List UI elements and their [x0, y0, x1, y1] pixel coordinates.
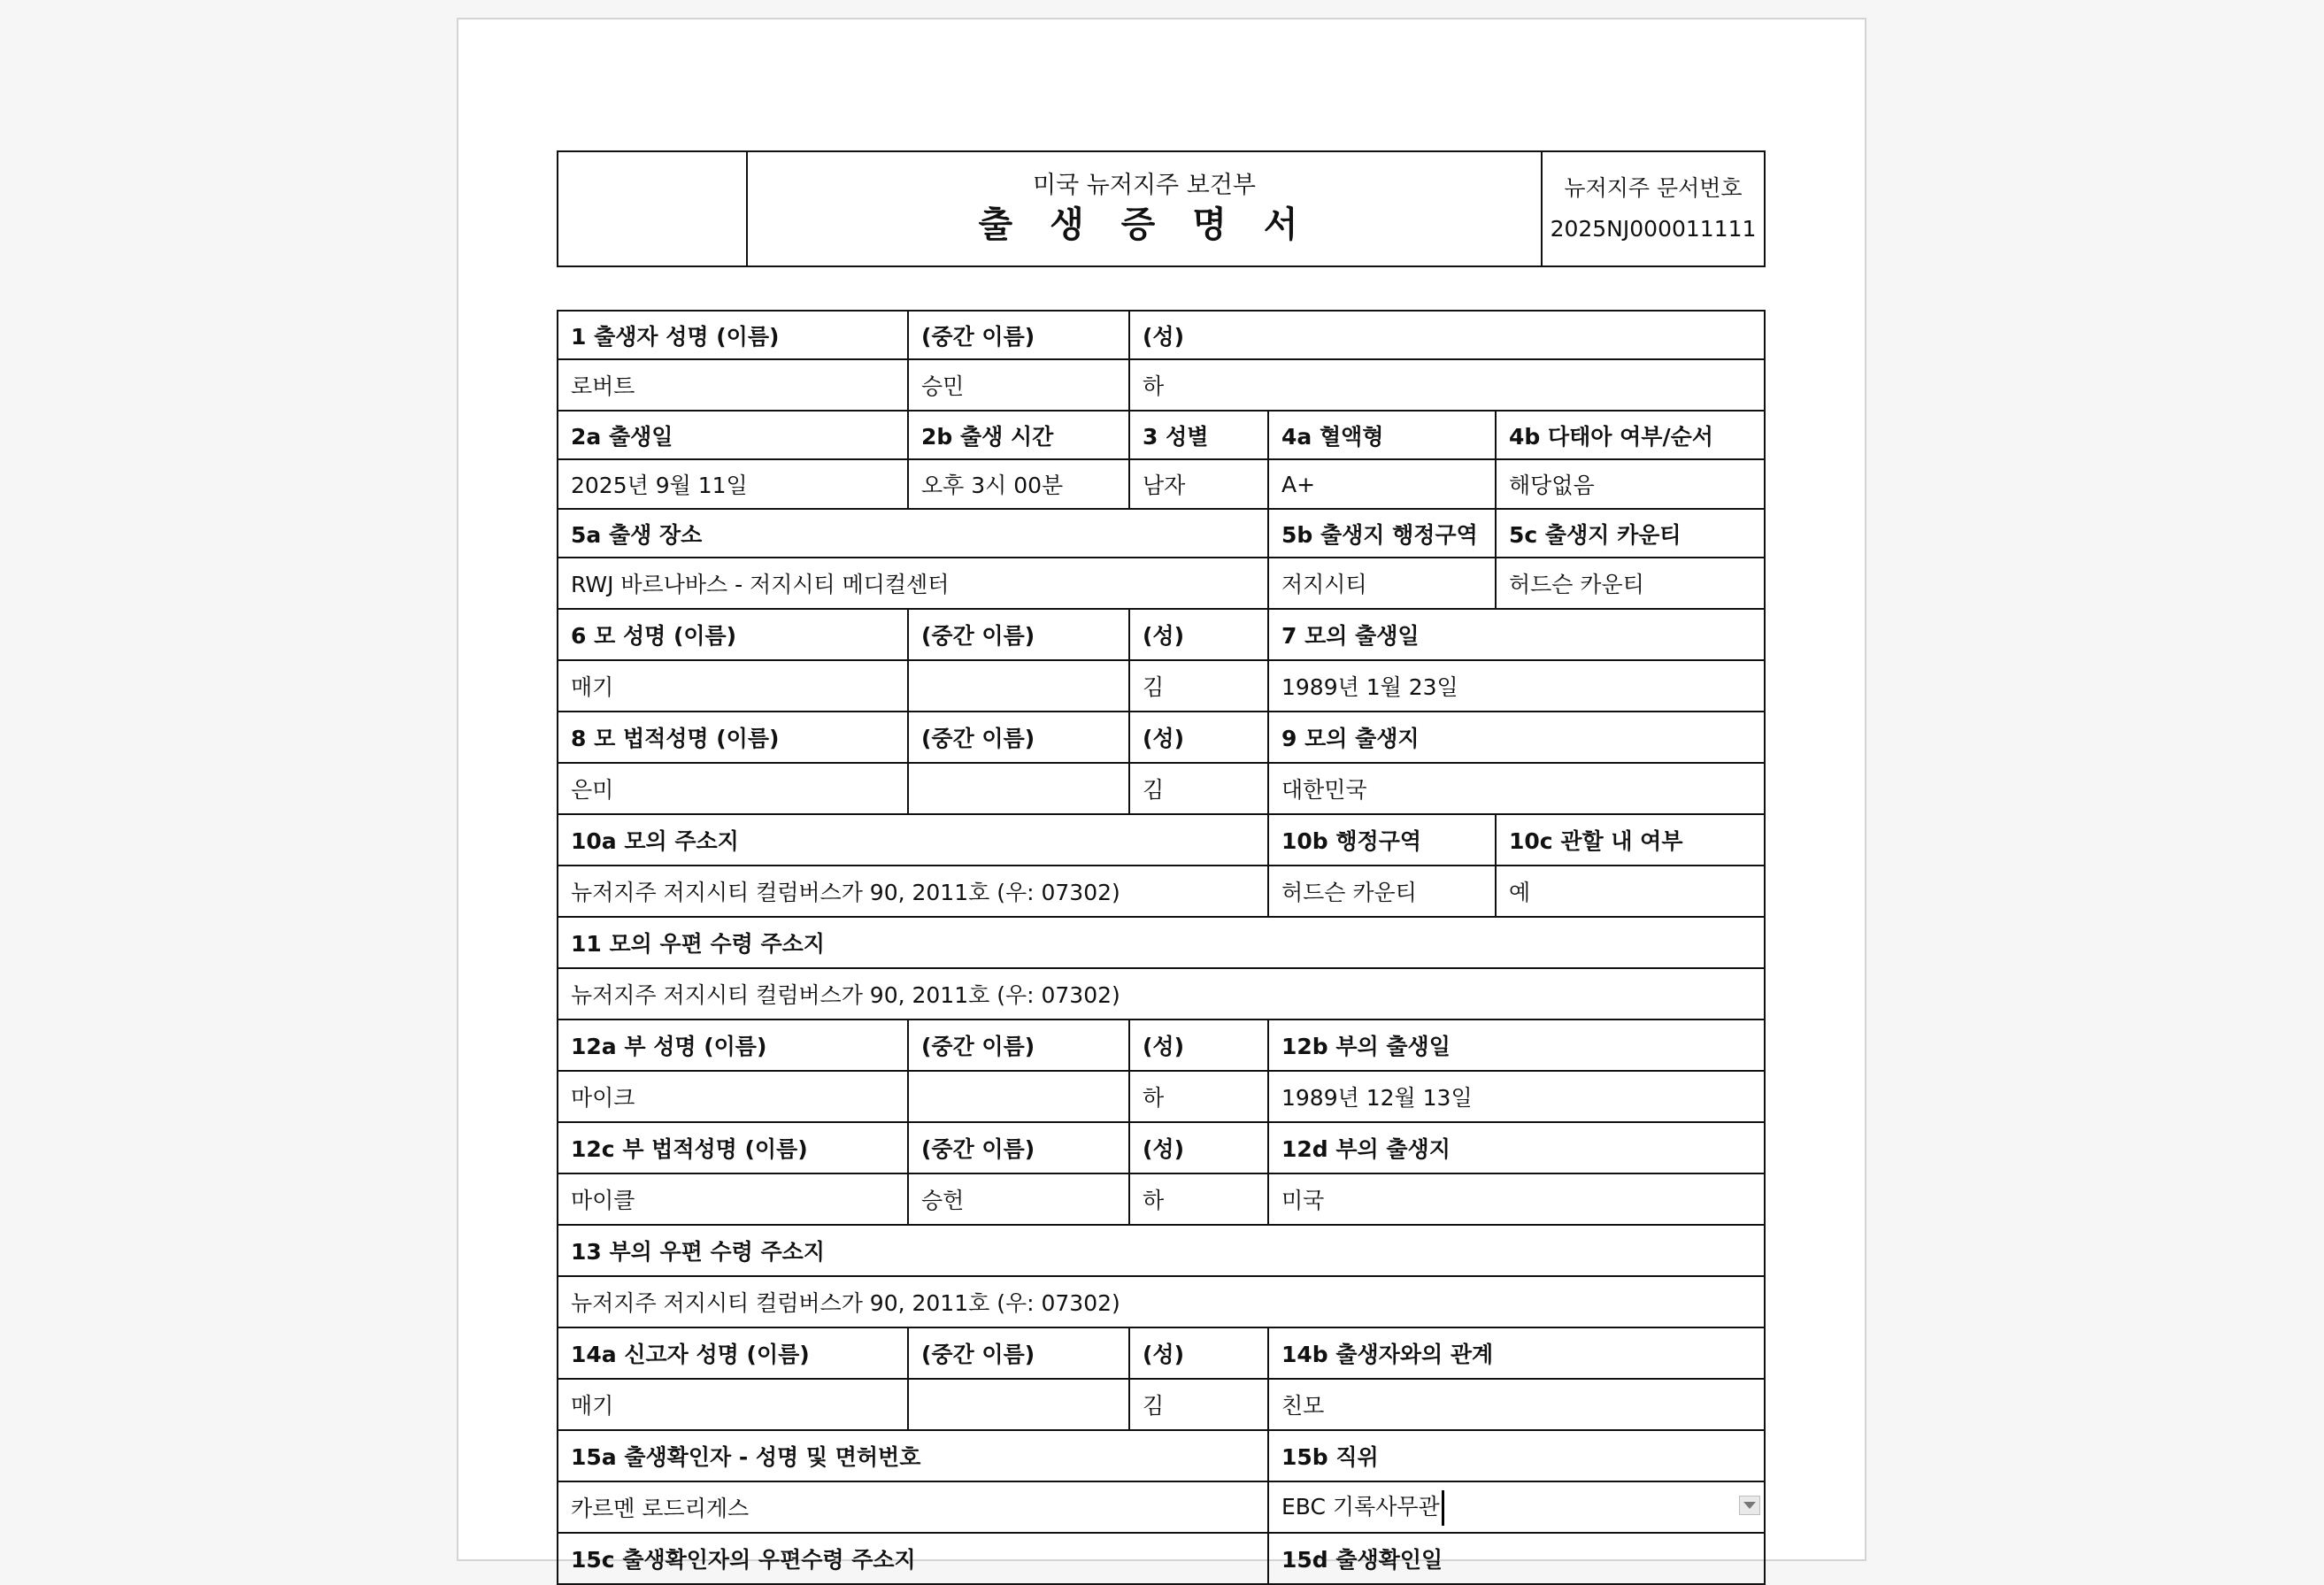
form-row-label	[558, 1533, 1765, 1584]
form-row-value	[558, 558, 1765, 609]
form-row-value	[558, 1173, 1765, 1225]
position-title-field[interactable]	[1268, 1481, 1765, 1533]
certificate-form	[557, 310, 1766, 1585]
value-cell[interactable]: 매기	[558, 660, 908, 712]
label-cell: 7 모의 출생일	[1268, 609, 1765, 660]
label-cell: 4b 다태아 여부/순서	[1496, 411, 1765, 459]
label-cell: 5c 출생지 카운티	[1496, 509, 1765, 558]
position-title-text: EBC 기록사무관	[1281, 1493, 1440, 1520]
form-row-label	[558, 509, 1765, 558]
doc-number-cell	[1542, 151, 1765, 266]
label-cell: 10b 행정구역	[1268, 814, 1496, 866]
form-row-value	[558, 1276, 1765, 1327]
value-cell[interactable]: 1989년 12월 13일	[1268, 1071, 1765, 1122]
value-cell[interactable]: 김	[1129, 1379, 1268, 1430]
header-title-cell	[747, 151, 1542, 266]
form-row-value	[558, 1379, 1765, 1430]
value-cell[interactable]: 미국	[1268, 1173, 1765, 1225]
label-cell: 10c 관할 내 여부	[1496, 814, 1765, 866]
label-cell: (중간 이름)	[908, 1327, 1129, 1379]
label-cell: (중간 이름)	[908, 311, 1129, 359]
label-cell: 8 모 법적성명 (이름)	[558, 712, 908, 763]
form-row-value	[558, 459, 1765, 509]
value-cell[interactable]: 승민	[908, 359, 1129, 411]
label-cell: 5b 출생지 행정구역	[1268, 509, 1496, 558]
department-name: 미국 뉴저지주 보건부	[1033, 172, 1256, 199]
value-cell[interactable]: 대한민국	[1268, 763, 1765, 814]
value-cell[interactable]: 뉴저지주 저지시티 컬럼버스가 90, 2011호 (우: 07302)	[558, 968, 1765, 1019]
dropdown-arrow-icon[interactable]	[1739, 1496, 1760, 1515]
label-cell: 6 모 성명 (이름)	[558, 609, 908, 660]
label-cell: (성)	[1129, 1019, 1268, 1071]
form-row-value	[558, 866, 1765, 917]
doc-number-label: 뉴저지주 문서번호	[1564, 175, 1743, 201]
value-cell[interactable]: 친모	[1268, 1379, 1765, 1430]
form-row-label	[558, 1225, 1765, 1276]
label-cell: 12c 부 법적성명 (이름)	[558, 1122, 908, 1173]
label-cell: 12a 부 성명 (이름)	[558, 1019, 908, 1071]
value-cell[interactable]	[908, 1379, 1129, 1430]
value-cell[interactable]: 오후 3시 00분	[908, 459, 1129, 509]
value-cell[interactable]: 로버트	[558, 359, 908, 411]
label-cell: 10a 모의 주소지	[558, 814, 1268, 866]
label-cell: 14b 출생자와의 관계	[1268, 1327, 1765, 1379]
form-row-label	[558, 917, 1765, 968]
label-cell: (중간 이름)	[908, 609, 1129, 660]
value-cell[interactable]	[908, 1071, 1129, 1122]
label-cell: (성)	[1129, 1122, 1268, 1173]
label-cell: (성)	[1129, 712, 1268, 763]
text-caret	[1442, 1490, 1444, 1526]
form-row-value	[558, 1071, 1765, 1122]
certificate-title: 출 생 증 명 서	[978, 204, 1311, 245]
header-blank-cell	[558, 151, 747, 266]
value-cell[interactable]: 뉴저지주 저지시티 컬럼버스가 90, 2011호 (우: 07302)	[558, 866, 1268, 917]
label-cell: 15c 출생확인자의 우편수령 주소지	[558, 1533, 1268, 1584]
form-row-label	[558, 311, 1765, 359]
label-cell: 12d 부의 출생지	[1268, 1122, 1765, 1173]
label-cell: 15b 직위	[1268, 1430, 1765, 1481]
form-row-label	[558, 814, 1765, 866]
label-cell: (성)	[1129, 609, 1268, 660]
value-cell[interactable]: 1989년 1월 23일	[1268, 660, 1765, 712]
label-cell: (중간 이름)	[908, 1019, 1129, 1071]
form-row-label	[558, 411, 1765, 459]
value-cell[interactable]: 승헌	[908, 1173, 1129, 1225]
form-row-label	[558, 1019, 1765, 1071]
value-cell[interactable]: 카르멘 로드리게스	[558, 1481, 1268, 1533]
value-cell[interactable]	[908, 660, 1129, 712]
form-row-label	[558, 609, 1765, 660]
value-cell[interactable]: 마이클	[558, 1173, 908, 1225]
value-cell[interactable]: 허드슨 카운티	[1496, 558, 1765, 609]
label-cell: 4a 혈액형	[1268, 411, 1496, 459]
value-cell[interactable]: 하	[1129, 359, 1765, 411]
doc-number: 2025NJ000011111	[1550, 216, 1757, 242]
label-cell: 1 출생자 성명 (이름)	[558, 311, 908, 359]
value-cell[interactable]: 하	[1129, 1071, 1268, 1122]
form-row-value	[558, 1481, 1765, 1533]
value-cell[interactable]: 김	[1129, 660, 1268, 712]
form-row-value	[558, 763, 1765, 814]
value-cell[interactable]: 2025년 9월 11일	[558, 459, 908, 509]
value-cell[interactable]: A+	[1268, 459, 1496, 509]
value-cell[interactable]: 해당없음	[1496, 459, 1765, 509]
label-cell: 15d 출생확인일	[1268, 1533, 1765, 1584]
value-cell[interactable]: 예	[1496, 866, 1765, 917]
value-cell[interactable]: 김	[1129, 763, 1268, 814]
label-cell: 2b 출생 시간	[908, 411, 1129, 459]
value-cell[interactable]: 남자	[1129, 459, 1268, 509]
value-cell[interactable]: 저지시티	[1268, 558, 1496, 609]
value-cell[interactable]: RWJ 바르나바스 - 저지시티 메디컬센터	[558, 558, 1268, 609]
label-cell: 14a 신고자 성명 (이름)	[558, 1327, 908, 1379]
label-cell: (성)	[1129, 1327, 1268, 1379]
label-cell: (중간 이름)	[908, 712, 1129, 763]
form-row-value	[558, 359, 1765, 411]
label-cell: 3 성별	[1129, 411, 1268, 459]
value-cell[interactable]: 마이크	[558, 1071, 908, 1122]
form-row-value	[558, 660, 1765, 712]
label-cell: 11 모의 우편 수령 주소지	[558, 917, 1765, 968]
label-cell: 13 부의 우편 수령 주소지	[558, 1225, 1765, 1276]
value-cell[interactable]: 허드슨 카운티	[1268, 866, 1496, 917]
value-cell[interactable]: 뉴저지주 저지시티 컬럼버스가 90, 2011호 (우: 07302)	[558, 1276, 1765, 1327]
form-row-value	[558, 968, 1765, 1019]
label-cell: 15a 출생확인자 - 성명 및 면허번호	[558, 1430, 1268, 1481]
form-row-label	[558, 1327, 1765, 1379]
form-row-label	[558, 712, 1765, 763]
form-row-label	[558, 1430, 1765, 1481]
label-cell: 12b 부의 출생일	[1268, 1019, 1765, 1071]
value-cell[interactable]: 매기	[558, 1379, 908, 1430]
value-cell[interactable]	[908, 763, 1129, 814]
label-cell: 2a 출생일	[558, 411, 908, 459]
certificate-header	[557, 150, 1766, 267]
label-cell: (성)	[1129, 311, 1765, 359]
label-cell: 9 모의 출생지	[1268, 712, 1765, 763]
label-cell: (중간 이름)	[908, 1122, 1129, 1173]
document-page	[457, 18, 1866, 1573]
form-row-label	[558, 1122, 1765, 1173]
value-cell[interactable]: 은미	[558, 763, 908, 814]
label-cell: 5a 출생 장소	[558, 509, 1268, 558]
value-cell[interactable]: 하	[1129, 1173, 1268, 1225]
